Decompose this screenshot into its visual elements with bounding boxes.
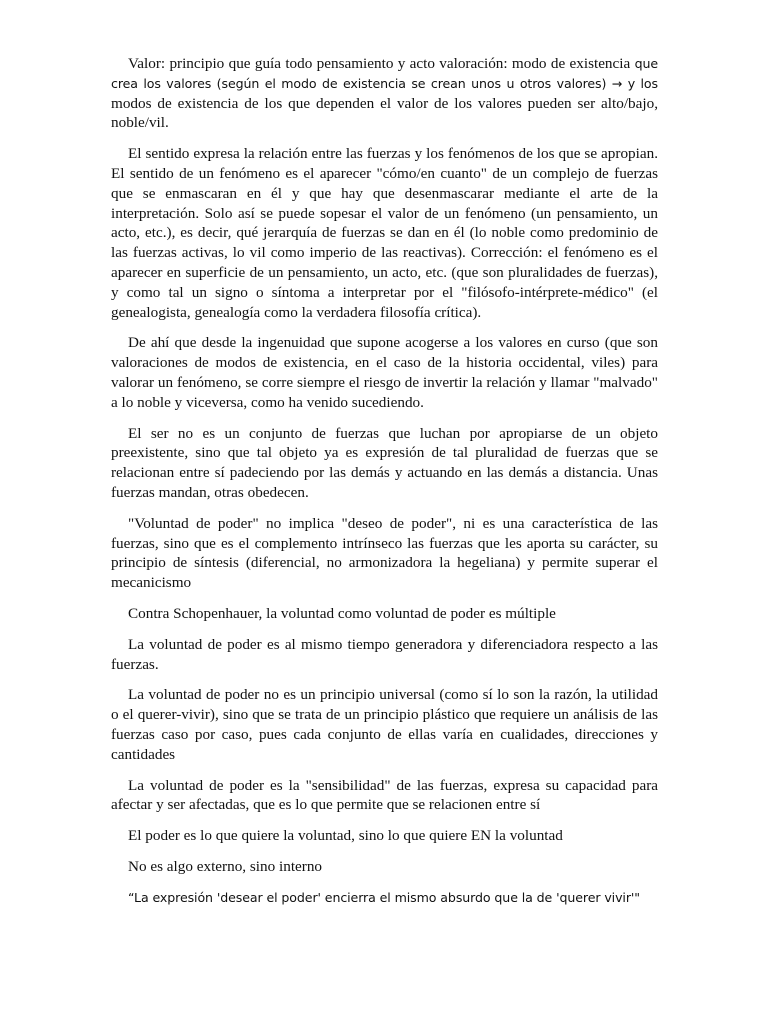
paragraph-interno: No es algo externo, sino interno bbox=[128, 857, 323, 875]
paragraph-valor-sans-fragment: que crea los valores (según el modo de existencia se crean unos u otros valores) → y los bbox=[111, 56, 658, 91]
paragraph-valor bbox=[111, 54, 658, 133]
document-page bbox=[111, 54, 658, 918]
paragraph-principio-plastico: La voluntad de poder no es un principio universal (como sí lo son la razón, la utilidad o el querer-vivir), sino que se trata de un principio plástico que requiere un análisis de las fuerzas caso por caso, pues cada conjunto de ellas varía en cualidades, direcciones y cantidades bbox=[111, 686, 658, 763]
paragraph-generadora: La voluntad de poder es al mismo tiempo generadora y diferenciadora respecto a las fuerzas. bbox=[111, 635, 658, 673]
paragraph-valor-lead: Valor: principio que guía todo pensamiento y acto valoración: modo de existencia bbox=[128, 55, 635, 72]
paragraph-voluntad-de-poder: "Voluntad de poder" no implica "deseo de poder", ni es una característica de las fuerzas, sino que es el complemento intrínseco las fuerzas que les aporta su carácter, su principio de síntesis (diferencial, no armonizadora la hegeliana) y permite superar el mecanicismo bbox=[111, 514, 658, 592]
paragraph-sensibilidad: La voluntad de poder es la "sensibilidad" de las fuerzas, expresa su capacidad para afectar y ser afectadas, que es lo que permite que se relacionen entre sí bbox=[111, 776, 658, 814]
quotation-paragraph: “La expresión 'desear el poder' encierra el mismo absurdo que la de 'querer vivir'" bbox=[128, 889, 640, 905]
paragraph-poder-quiere: El poder es lo que quiere la voluntad, sino lo que quiere EN la voluntad bbox=[128, 827, 563, 845]
paragraph-schopenhauer: Contra Schopenhauer, la voluntad como voluntad de poder es múltiple bbox=[128, 604, 556, 622]
paragraph-ingenuidad: De ahí que desde la ingenuidad que supone acogerse a los valores en curso (que son valoraciones de modos de existencia, en el caso de la historia occidental, viles) para valorar un fenómeno, se corre siempre el riesgo de invertir la relación y llamar "malvado" a lo noble y viceversa, como ha venido sucediendo. bbox=[111, 334, 658, 411]
paragraph-valor-tail: modos de existencia de los que dependen el valor de los valores pueden ser alto/bajo, noble/vil. bbox=[111, 94, 658, 132]
paragraph-ser: El ser no es un conjunto de fuerzas que luchan por apropiarse de un objeto preexistente, sino que tal objeto ya es expresión de tal pluralidad de fuerzas que se relacionan entre sí padeciendo por las demás y actuando en las demás a distancia. Unas fuerzas mandan, otras obedecen. bbox=[111, 424, 658, 501]
paragraph-sentido: El sentido expresa la relación entre las fuerzas y los fenómenos de los que se apropian. El sentido de un fenómeno es el aparecer "cómo/en cuanto" de un complejo de fuerzas que se enmascaran en él y que hay que desenmascarar mediante el arte de la interpretación. Solo así se puede sopesar el valor de un fenómeno (un pensamiento, un acto, etc.), es decir, qué jerarquía de fuerzas se dan en él (lo noble como predominio de las fuerzas activas, lo vil como imperio de las reactivas). Corrección: el fenómeno es el aparecer en superficie de un pensamiento, un acto, etc. (que son pluralidades de fuerzas), y como tal un signo o síntoma a interpretar por el "filósofo-intérprete-médico" (el genealogista, genealogía como la verdadera filosofía crítica). bbox=[111, 145, 658, 321]
